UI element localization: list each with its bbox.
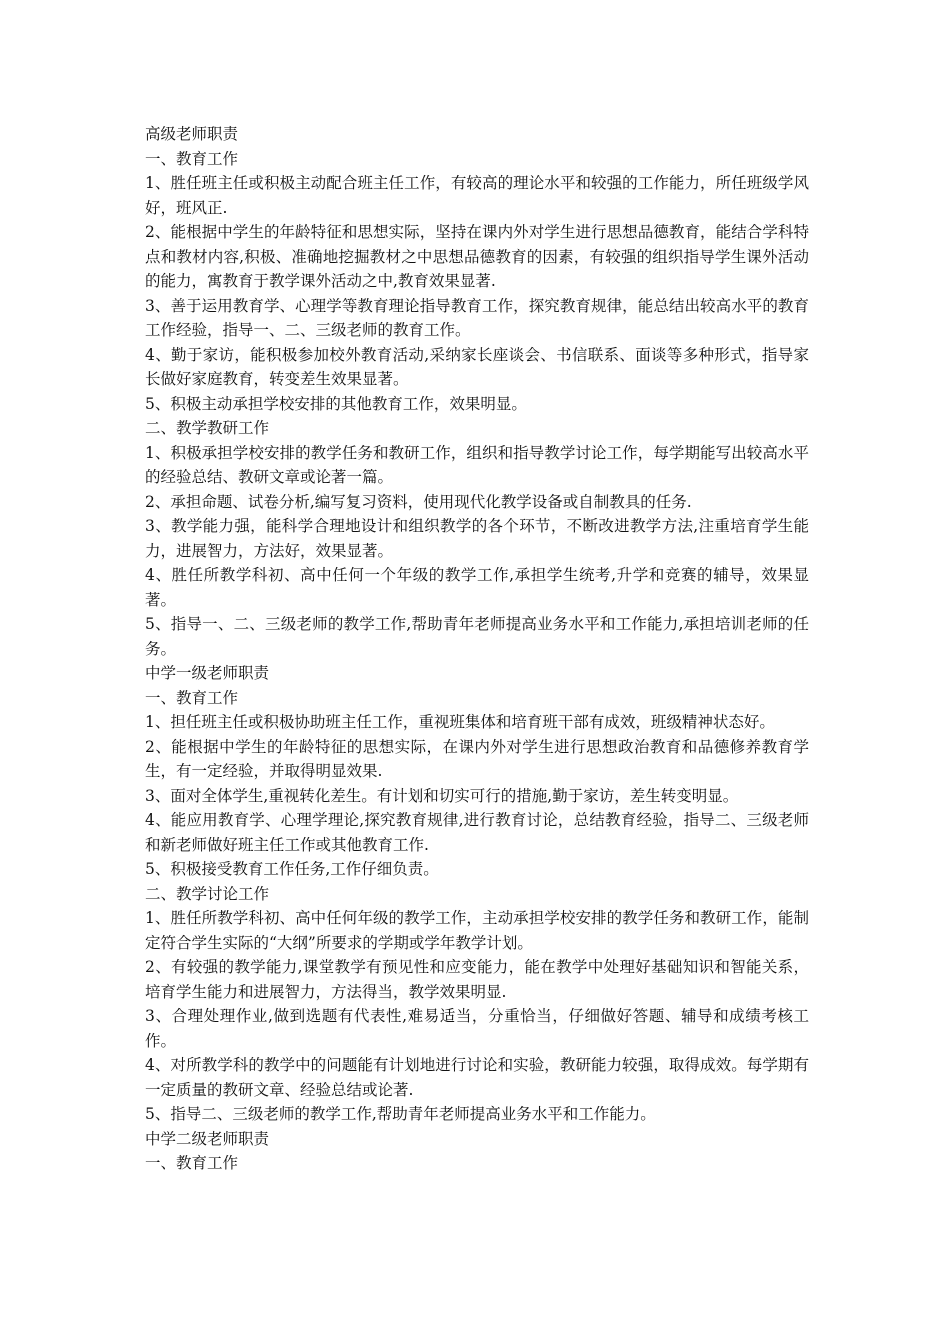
paragraph: 1、担任班主任或积极协助班主任工作，重视班集体和培育班干部有成效，班级精神状态好。	[145, 713, 775, 731]
subsection-heading: 一、教育工作	[145, 149, 239, 168]
paragraph: 4、勤于家访，能积极参加校外教育活动,采纳家长座谈会、书信联系、面谈等多种形式，指导家长做好家庭教育，转变差生效果显著。	[145, 345, 809, 388]
section-title: 中学一级老师职责	[145, 664, 270, 682]
paragraph: 5、积极接受教育工作任务,工作仔细负责。	[145, 860, 439, 878]
section-title: 中学二级老师职责	[145, 1129, 270, 1148]
paragraph: 5、指导一、二、三级老师的教学工作,帮助青年老师提高业务水平和工作能力,承担培训老师的任务。	[145, 615, 809, 658]
subsection-heading: 一、教育工作	[145, 1154, 239, 1172]
paragraph: 4、胜任所教学科初、高中任何一个年级的教学工作,承担学生统考,升学和竞赛的辅导，效果显著。	[145, 566, 809, 609]
paragraph: 4、对所教学科的教学中的问题能有计划地进行讨论和实验，教研能力较强，取得成效。每学期有一定质量的教研文章、经验总结或论著.	[145, 1056, 809, 1099]
paragraph: 5、指导二、三级老师的教学工作,帮助青年老师提高业务水平和工作能力。	[145, 1105, 656, 1123]
paragraph: 1、胜任班主任或积极主动配合班主任工作，有较高的理论水平和较强的工作能力，所任班级学风好，班风正.	[145, 174, 809, 217]
subsection-heading: 二、教学讨论工作	[145, 884, 270, 903]
paragraph: 3、面对全体学生,重视转化差生。有计划和切实可行的措施,勤于家访，差生转变明显。	[145, 786, 739, 805]
paragraph: 1、积极承担学校安排的教学任务和教研工作，组织和指导教学讨论工作，每学期能写出较高水平的经验总结、教研文章或论著一篇。	[145, 443, 809, 486]
subsection-heading: 一、教育工作	[145, 688, 239, 707]
paragraph: 2、能根据中学生的年龄特征和思想实际，坚持在课内外对学生进行思想品德教育，能结合学科特点和教材内容,积极、准确地挖掘教材之中思想品德教育的因素，有较强的组织指导学生课外活动的能力，寓教育于教学课外活动之中,教育效果显著.	[145, 223, 809, 290]
subsection-heading: 二、教学教研工作	[145, 419, 270, 437]
paragraph: 2、有较强的教学能力,课堂教学有预见性和应变能力，能在教学中处理好基础知识和智能关系，培育学生能力和进展智力，方法得当，教学效果明显.	[145, 958, 809, 1001]
paragraph: 3、教学能力强，能科学合理地设计和组织教学的各个环节，不断改进教学方法,注重培育学生能力，进展智力，方法好，效果显著。	[145, 517, 809, 560]
section-title: 高级老师职责	[145, 125, 239, 143]
paragraph: 4、能应用教育学、心理学理论,探究教育规律,进行教育讨论，总结教育经验，指导二、三级老师和新老师做好班主任工作或其他教育工作.	[145, 811, 809, 854]
paragraph: 2、能根据中学生的年龄特征的思想实际，在课内外对学生进行思想政治教育和品德修养教育学生，有一定经验，并取得明显效果.	[145, 737, 809, 780]
paragraph: 5、积极主动承担学校安排的其他教育工作，效果明显。	[145, 394, 527, 413]
paragraph: 3、善于运用教育学、心理学等教育理论指导教育工作，探究教育规律，能总结出较高水平的教育工作经验，指导一、二、三级老师的教育工作。	[145, 296, 809, 339]
document-body	[145, 122, 809, 1176]
paragraph: 2、承担命题、试卷分析,编写复习资料，使用现代化教学设备或自制教具的任务.	[145, 492, 692, 511]
paragraph: 1、胜任所教学科初、高中任何年级的教学工作，主动承担学校安排的教学任务和教研工作，能制定符合学生实际的“大纲”所要求的学期或学年教学计划。	[145, 909, 809, 952]
paragraph: 3、合理处理作业,做到选题有代表性,难易适当，分重恰当，仔细做好答题、辅导和成绩考核工作。	[145, 1007, 809, 1050]
